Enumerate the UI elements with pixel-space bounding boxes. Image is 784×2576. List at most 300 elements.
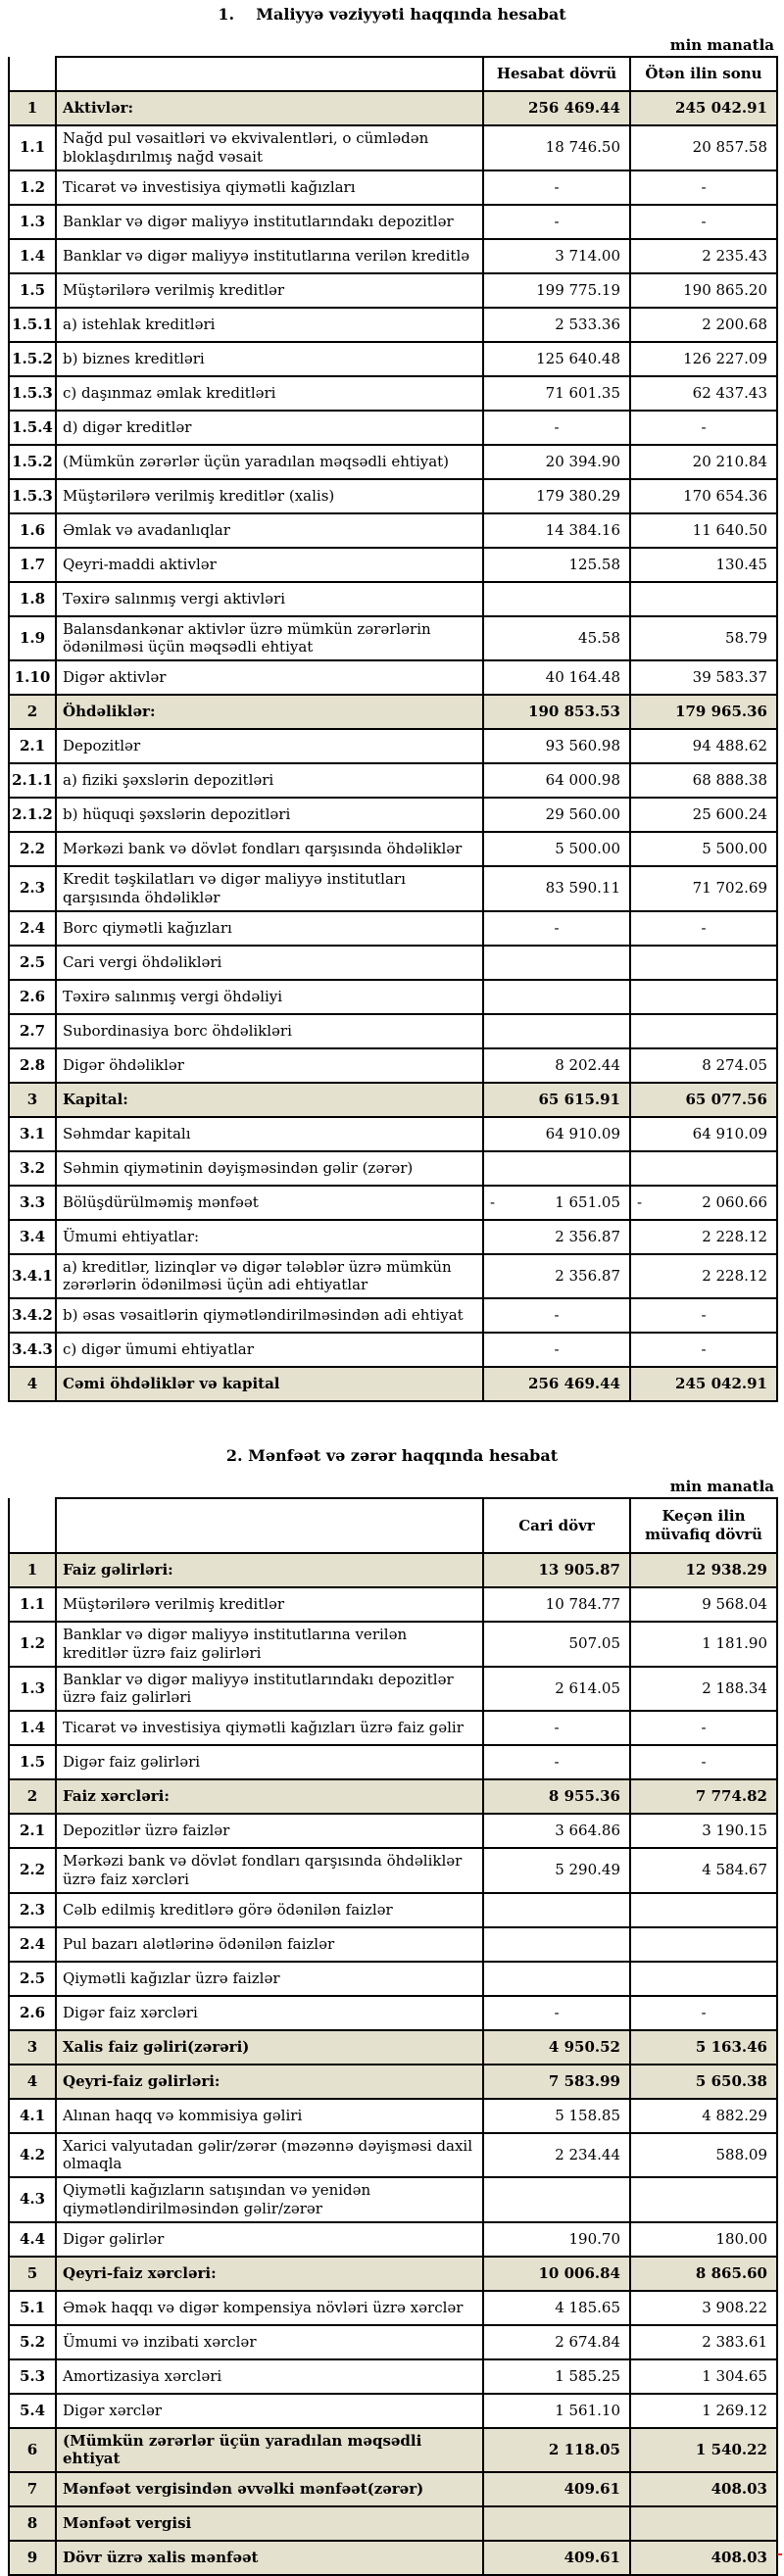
table-row xyxy=(9,308,777,342)
row-number: 2.3 xyxy=(9,866,56,911)
table-row xyxy=(9,1367,777,1401)
value-previous-period: 3 190.15 xyxy=(630,1814,777,1848)
unit-label: min manatla xyxy=(669,36,774,54)
negative-sign: - xyxy=(637,1192,643,1211)
row-number: 2.8 xyxy=(9,1048,56,1083)
value-previous-period: 25 600.24 xyxy=(630,798,777,832)
row-number: 1.3 xyxy=(9,1667,56,1712)
row-number: 2.6 xyxy=(9,980,56,1014)
table-row xyxy=(9,832,777,866)
table-row xyxy=(9,946,777,980)
table-row xyxy=(9,1893,777,1927)
value-current-period: - xyxy=(483,911,630,946)
row-label: b) hüquqi şəxslərin depozitləri xyxy=(56,798,483,832)
value-previous-period: - xyxy=(630,1298,777,1333)
row-label: Xalis faiz gəliri(zərəri) xyxy=(56,2030,483,2065)
table-row xyxy=(9,980,777,1014)
table-row xyxy=(9,2359,777,2394)
row-number: 2.2 xyxy=(9,1848,56,1893)
value-current-period: 2 533.36 xyxy=(483,308,630,342)
value-current-period: 20 394.90 xyxy=(483,445,630,479)
row-number: 9 xyxy=(9,2541,56,2575)
row-number: 2.1.2 xyxy=(9,798,56,832)
row-number: 5.3 xyxy=(9,2359,56,2394)
value-previous-period xyxy=(630,980,777,1014)
value-current-period: 507.05 xyxy=(483,1622,630,1667)
value-current-period xyxy=(483,2506,630,2541)
header-previous-period: Keçən ilin müvafiq dövrü xyxy=(630,1498,777,1553)
value-current-period: - xyxy=(483,1711,630,1745)
row-label: Qeyri-maddi aktivlər xyxy=(56,548,483,582)
value-previous-period: 39 583.37 xyxy=(630,660,777,695)
row-number: 1.10 xyxy=(9,660,56,695)
row-label: Əmək haqqı və digər kompensiya növləri üzrə xərclər xyxy=(56,2291,483,2325)
value-previous-period: 588.09 xyxy=(630,2133,777,2178)
value-current-period xyxy=(483,1893,630,1927)
table-row xyxy=(9,2177,777,2222)
row-label: Cəlb edilmiş kreditlərə görə ödənilən faizlər xyxy=(56,1893,483,1927)
value-current-period: 7 583.99 xyxy=(483,2065,630,2099)
financial-position-table xyxy=(8,56,778,1402)
value-current-period xyxy=(483,1186,630,1220)
row-number: 1.4 xyxy=(9,239,56,273)
table-row xyxy=(9,2291,777,2325)
table-row xyxy=(9,548,777,582)
value-previous-period: 5 163.46 xyxy=(630,2030,777,2065)
row-label: Mərkəzi bank və dövlət fondları qarşısında öhdəliklər üzrə faiz xərcləri xyxy=(56,1848,483,1893)
table-row xyxy=(9,1083,777,1117)
value-current-period: 5 158.85 xyxy=(483,2099,630,2133)
row-number: 3 xyxy=(9,2030,56,2065)
row-number: 1.5.4 xyxy=(9,411,56,445)
value-previous-period: 2 235.43 xyxy=(630,239,777,273)
row-number: 1.5.3 xyxy=(9,479,56,513)
row-number: 2.5 xyxy=(9,1962,56,1996)
row-label: Kapital: xyxy=(56,1083,483,1117)
row-label: Mənfəət vergisindən əvvəlki mənfəət(zərər) xyxy=(56,2472,483,2506)
value-previous-period: 62 437.43 xyxy=(630,376,777,411)
row-label: Xarici valyutadan gəlir/zərər (məzənnə dəyişməsi daxil olmaqla xyxy=(56,2133,483,2178)
value-previous-period: 1 269.12 xyxy=(630,2394,777,2428)
row-number: 3.4.1 xyxy=(9,1254,56,1299)
row-label: Təxirə salınmış vergi aktivləri xyxy=(56,582,483,616)
row-label: c) digər ümumi ehtiyatlar xyxy=(56,1333,483,1367)
value-previous-period: - xyxy=(630,1996,777,2030)
unit-label: min manatla xyxy=(669,1478,774,1495)
row-label: Dövr üzrə xalis mənfəət xyxy=(56,2541,483,2575)
row-label: Digər faiz xərcləri xyxy=(56,1996,483,2030)
row-label: Qiymətli kağızlar üzrə faizlər xyxy=(56,1962,483,1996)
row-number: 2.1.1 xyxy=(9,763,56,798)
row-number: 4 xyxy=(9,1367,56,1401)
value-current-period: - xyxy=(483,1745,630,1779)
value-current-period: 125 640.48 xyxy=(483,342,630,376)
value-previous-period: 2 228.12 xyxy=(630,1254,777,1299)
table-row xyxy=(9,2222,777,2257)
row-label: Ticarət və investisiya qiymətli kağızları xyxy=(56,170,483,205)
value-previous-period: 2 200.68 xyxy=(630,308,777,342)
value-previous-period xyxy=(630,582,777,616)
profit-loss-table xyxy=(8,1497,778,2576)
header-previous-period: Ötən ilin sonu xyxy=(630,57,777,91)
row-number: 1.5 xyxy=(9,273,56,308)
value-previous-period: 4 882.29 xyxy=(630,2099,777,2133)
value-previous-period: - xyxy=(630,1745,777,1779)
table-row xyxy=(9,170,777,205)
row-label: Müştərilərə verilmiş kreditlər xyxy=(56,273,483,308)
value-previous-period: 2 383.61 xyxy=(630,2325,777,2359)
row-label: a) istehlak kreditləri xyxy=(56,308,483,342)
value-current-period: 10 006.84 xyxy=(483,2257,630,2291)
row-label: Ümumi və inzibati xərclər xyxy=(56,2325,483,2359)
row-number: 1.5.2 xyxy=(9,445,56,479)
value-previous-period: 7 774.82 xyxy=(630,1779,777,1814)
value-previous-period xyxy=(630,1927,777,1962)
row-number: 1.1 xyxy=(9,1587,56,1622)
value-current-period: - xyxy=(483,1996,630,2030)
table-row xyxy=(9,125,777,170)
table-row xyxy=(9,1962,777,1996)
row-label: c) daşınmaz əmlak kreditləri xyxy=(56,376,483,411)
row-number: 4.3 xyxy=(9,2177,56,2222)
table-row xyxy=(9,342,777,376)
value-previous-period: - xyxy=(630,205,777,239)
financial-position-section xyxy=(0,2,784,1402)
table-row xyxy=(9,763,777,798)
value-current-period: 3 664.86 xyxy=(483,1814,630,1848)
row-number: 1.7 xyxy=(9,548,56,582)
row-number: 8 xyxy=(9,2506,56,2541)
value-previous-period: - xyxy=(630,1711,777,1745)
value-current-period: - xyxy=(483,411,630,445)
value-current-period: - xyxy=(483,1298,630,1333)
value-previous-period: 170 654.36 xyxy=(630,479,777,513)
value-previous-period: 245 042.91 xyxy=(630,91,777,125)
row-number: 2 xyxy=(9,1779,56,1814)
value-previous-period: - xyxy=(630,911,777,946)
row-label: Banklar və digər maliyyə institutlarına verilən kreditlər üzrə faiz gəlirləri xyxy=(56,1622,483,1667)
table-row xyxy=(9,1779,777,1814)
row-number: 1.5.2 xyxy=(9,342,56,376)
row-label: Təxirə salınmış vergi öhdəliyi xyxy=(56,980,483,1014)
row-number: 5.2 xyxy=(9,2325,56,2359)
value-previous-period: 1 181.90 xyxy=(630,1622,777,1667)
table-row xyxy=(9,1814,777,1848)
row-label: Cari vergi öhdəlikləri xyxy=(56,946,483,980)
value-previous-period: 5 650.38 xyxy=(630,2065,777,2099)
value-previous-period: 5 500.00 xyxy=(630,832,777,866)
value-current-period: 2 356.87 xyxy=(483,1254,630,1299)
table-row xyxy=(9,273,777,308)
table-row xyxy=(9,2133,777,2178)
table-row xyxy=(9,411,777,445)
table-row xyxy=(9,911,777,946)
value-previous-period: 8 274.05 xyxy=(630,1048,777,1083)
value-current-period xyxy=(483,980,630,1014)
value-previous-period: - xyxy=(630,170,777,205)
value-previous-period: 20 210.84 xyxy=(630,445,777,479)
value-current-period: 5 290.49 xyxy=(483,1848,630,1893)
row-label: Qeyri-faiz gəlirləri: xyxy=(56,2065,483,2099)
row-label: Digər faiz gəlirləri xyxy=(56,1745,483,1779)
value-previous-period: 58.79 xyxy=(630,616,777,661)
value-previous-period: 408.03 xyxy=(630,2541,777,2575)
table-row xyxy=(9,2472,777,2506)
row-number: 4.4 xyxy=(9,2222,56,2257)
row-number: 2.6 xyxy=(9,1996,56,2030)
row-label: Balansdankənar aktivlər üzrə mümkün zərərlərin ödənilməsi üçün məqsədli ehtiyat xyxy=(56,616,483,661)
row-label: Banklar və digər maliyyə institutlarına verilən kreditlə xyxy=(56,239,483,273)
row-label: b) biznes kreditləri xyxy=(56,342,483,376)
value-previous-period: 71 702.69 xyxy=(630,866,777,911)
row-label: Müştərilərə verilmiş kreditlər (xalis) xyxy=(56,479,483,513)
value-current-period: 29 560.00 xyxy=(483,798,630,832)
value-previous-period: - xyxy=(630,411,777,445)
row-number: 5 xyxy=(9,2257,56,2291)
table-row xyxy=(9,1587,777,1622)
row-number: 3.4.2 xyxy=(9,1298,56,1333)
value-current-period: 5 500.00 xyxy=(483,832,630,866)
row-label: Müştərilərə verilmiş kreditlər xyxy=(56,1587,483,1622)
header-number-cell xyxy=(9,1498,56,1553)
row-label: b) əsas vəsaitlərin qiymətləndirilməsindən adi ehtiyat xyxy=(56,1298,483,1333)
row-label: Mənfəət vergisi xyxy=(56,2506,483,2541)
row-number: 3.1 xyxy=(9,1117,56,1151)
row-number: 1 xyxy=(9,91,56,125)
row-number: 1.2 xyxy=(9,170,56,205)
value-current-period: 2 614.05 xyxy=(483,1667,630,1712)
value-previous-period xyxy=(630,1962,777,1996)
value-current-period: 64 910.09 xyxy=(483,1117,630,1151)
table-row xyxy=(9,798,777,832)
value-current-period: 45.58 xyxy=(483,616,630,661)
value-current-period: 409.61 xyxy=(483,2541,630,2575)
value-current-period: 190.70 xyxy=(483,2222,630,2257)
row-label: Cəmi öhdəliklər və kapital xyxy=(56,1367,483,1401)
value-previous-period xyxy=(630,2506,777,2541)
table-row xyxy=(9,1553,777,1587)
table-row xyxy=(9,2030,777,2065)
table-row xyxy=(9,1848,777,1893)
value-current-period: 8 955.36 xyxy=(483,1779,630,1814)
row-label: (Mümkün zərərlər üçün yaradılan məqsədli ehtiyat) xyxy=(56,445,483,479)
value-previous-period: 65 077.56 xyxy=(630,1083,777,1117)
table-row xyxy=(9,1048,777,1083)
value-current-period: 409.61 xyxy=(483,2472,630,2506)
table-row xyxy=(9,1622,777,1667)
table-row xyxy=(9,866,777,911)
row-label: Alınan haqq və kommisiya gəliri xyxy=(56,2099,483,2133)
value-current-period: 71 601.35 xyxy=(483,376,630,411)
value-current-period: 2 234.44 xyxy=(483,2133,630,2178)
row-number: 5.4 xyxy=(9,2394,56,2428)
value-current-period: 18 746.50 xyxy=(483,125,630,170)
value-previous-period: 2 228.12 xyxy=(630,1220,777,1254)
row-number: 1.9 xyxy=(9,616,56,661)
value-current-period: 14 384.16 xyxy=(483,513,630,548)
table-row xyxy=(9,1014,777,1048)
row-label: Bölüşdürülməmiş mənfəət xyxy=(56,1186,483,1220)
value-previous-period: 180.00 xyxy=(630,2222,777,2257)
row-number: 1.8 xyxy=(9,582,56,616)
value-current-period: 256 469.44 xyxy=(483,1367,630,1401)
value-previous-period: 130.45 xyxy=(630,548,777,582)
table-row xyxy=(9,1151,777,1186)
value-current-period: 179 380.29 xyxy=(483,479,630,513)
row-label: Ticarət və investisiya qiymətli kağızları üzrə faiz gəlir xyxy=(56,1711,483,1745)
value-previous-period: 3 908.22 xyxy=(630,2291,777,2325)
table-row xyxy=(9,729,777,763)
table-row xyxy=(9,1667,777,1712)
row-label: Ümumi ehtiyatlar: xyxy=(56,1220,483,1254)
table-row xyxy=(9,1220,777,1254)
row-label: Qiymətli kağızların satışından və yenidən qiymətləndirilməsindən gəlir/zərər xyxy=(56,2177,483,2222)
value-current-period xyxy=(483,1962,630,1996)
value-previous-period xyxy=(630,1151,777,1186)
row-number: 1.5 xyxy=(9,1745,56,1779)
header-label-cell xyxy=(56,1498,483,1553)
value-current-period: 40 164.48 xyxy=(483,660,630,695)
table-row xyxy=(9,2428,777,2473)
value-previous-period: 20 857.58 xyxy=(630,125,777,170)
table-row xyxy=(9,2541,777,2575)
header-current-period: Hesabat dövrü xyxy=(483,57,630,91)
row-number: 2.1 xyxy=(9,1814,56,1848)
value-current-period: 2 356.87 xyxy=(483,1220,630,1254)
value-current-period: 1 561.10 xyxy=(483,2394,630,2428)
row-number: 2.3 xyxy=(9,1893,56,1927)
value-previous-period: 68 888.38 xyxy=(630,763,777,798)
value-current-period: 1 585.25 xyxy=(483,2359,630,2394)
row-label: Depozitlər xyxy=(56,729,483,763)
row-number: 6 xyxy=(9,2428,56,2473)
row-label: Digər gəlirlər xyxy=(56,2222,483,2257)
row-label: Subordinasiya borc öhdəlikləri xyxy=(56,1014,483,1048)
row-label: Depozitlər üzrə faizlər xyxy=(56,1814,483,1848)
table-row xyxy=(9,2506,777,2541)
value-previous-period: 9 568.04 xyxy=(630,1587,777,1622)
row-number: 1.5.1 xyxy=(9,308,56,342)
row-number: 2.5 xyxy=(9,946,56,980)
value-current-period: 10 784.77 xyxy=(483,1587,630,1622)
row-number: 7 xyxy=(9,2472,56,2506)
value-current-period: 2 674.84 xyxy=(483,2325,630,2359)
row-label: Digər öhdəliklər xyxy=(56,1048,483,1083)
table-row xyxy=(9,479,777,513)
table-row xyxy=(9,616,777,661)
row-label: Nağd pul vəsaitləri və ekvivalentləri, o cümlədən bloklaşdırılmış nağd vəsait xyxy=(56,125,483,170)
table-row xyxy=(9,205,777,239)
header-number-cell xyxy=(9,57,56,91)
value-current-period xyxy=(483,1151,630,1186)
row-number: 2.2 xyxy=(9,832,56,866)
value-current-period: 13 905.87 xyxy=(483,1553,630,1587)
value-previous-period: - xyxy=(630,1333,777,1367)
value-current-period: 83 590.11 xyxy=(483,866,630,911)
row-number: 4.1 xyxy=(9,2099,56,2133)
value-current-period: - xyxy=(483,205,630,239)
row-label: Səhmdar kapitalı xyxy=(56,1117,483,1151)
table-row xyxy=(9,695,777,729)
row-label: Qeyri-faiz xərcləri: xyxy=(56,2257,483,2291)
table-row xyxy=(9,91,777,125)
value-previous-period: 179 965.36 xyxy=(630,695,777,729)
table-row xyxy=(9,376,777,411)
row-number: 3.4.3 xyxy=(9,1333,56,1367)
row-number: 2.7 xyxy=(9,1014,56,1048)
table-row xyxy=(9,2099,777,2133)
row-label: (Mümkün zərərlər üçün yaradılan məqsədli ehtiyat xyxy=(56,2428,483,2473)
header-current-period: Cari dövr xyxy=(483,1498,630,1553)
value-current-period: 190 853.53 xyxy=(483,695,630,729)
table-row xyxy=(9,239,777,273)
value-current-period xyxy=(483,946,630,980)
table-row xyxy=(9,582,777,616)
table-row xyxy=(9,2394,777,2428)
row-number: 4 xyxy=(9,2065,56,2099)
table-row xyxy=(9,2325,777,2359)
row-number: 5.1 xyxy=(9,2291,56,2325)
table-row xyxy=(9,1117,777,1151)
header-row xyxy=(9,1498,777,1553)
row-label: Banklar və digər maliyyə institutlarındakı depozitlər xyxy=(56,205,483,239)
value-current-period: 4 950.52 xyxy=(483,2030,630,2065)
value-current-period: 93 560.98 xyxy=(483,729,630,763)
value-previous-period: 4 584.67 xyxy=(630,1848,777,1893)
value-current-period xyxy=(483,1014,630,1048)
table-row xyxy=(9,513,777,548)
value-previous-period: 8 865.60 xyxy=(630,2257,777,2291)
value-current-period: 3 714.00 xyxy=(483,239,630,273)
row-label: Digər aktivlər xyxy=(56,660,483,695)
value-previous-period: 408.03 xyxy=(630,2472,777,2506)
row-label: a) fiziki şəxslərin depozitləri xyxy=(56,763,483,798)
row-number: 3.3 xyxy=(9,1186,56,1220)
value-previous-period: 126 227.09 xyxy=(630,342,777,376)
value-previous-period xyxy=(630,2177,777,2222)
row-number: 2 xyxy=(9,695,56,729)
table-row xyxy=(9,1927,777,1962)
value-previous-period: 1 304.65 xyxy=(630,2359,777,2394)
value-previous-period xyxy=(630,1186,777,1220)
value-previous-period: 190 865.20 xyxy=(630,273,777,308)
row-label: Öhdəliklər: xyxy=(56,695,483,729)
row-label: Kredit təşkilatları və digər maliyyə institutları qarşısında öhdəliklər xyxy=(56,866,483,911)
row-label: Borc qiymətli kağızları xyxy=(56,911,483,946)
header-label-cell xyxy=(56,57,483,91)
row-number: 3.4 xyxy=(9,1220,56,1254)
table-row xyxy=(9,1186,777,1220)
value-previous-period xyxy=(630,1893,777,1927)
value-previous-period: 12 938.29 xyxy=(630,1553,777,1587)
value-current-period: 4 185.65 xyxy=(483,2291,630,2325)
value-previous-period: 245 042.91 xyxy=(630,1367,777,1401)
row-number: 1.5.3 xyxy=(9,376,56,411)
table-row xyxy=(9,445,777,479)
table-row xyxy=(9,1745,777,1779)
table-row xyxy=(9,2065,777,2099)
row-label: Əmlak və avadanlıqlar xyxy=(56,513,483,548)
table-row xyxy=(9,1711,777,1745)
table-title: 2. Mənfəət və zərər haqqında hesabat xyxy=(225,1446,559,1465)
row-label: Digər xərclər xyxy=(56,2394,483,2428)
row-number: 1.6 xyxy=(9,513,56,548)
value-previous-period: 11 640.50 xyxy=(630,513,777,548)
row-label: a) kreditlər, lizinqlər və digər tələblər üzrə mümkün zərərlərin ödənilməsi üçün adi ehtiyatlar xyxy=(56,1254,483,1299)
value-previous-period xyxy=(630,1014,777,1048)
value-previous-period: 1 540.22 xyxy=(630,2428,777,2473)
row-number: 4.2 xyxy=(9,2133,56,2178)
